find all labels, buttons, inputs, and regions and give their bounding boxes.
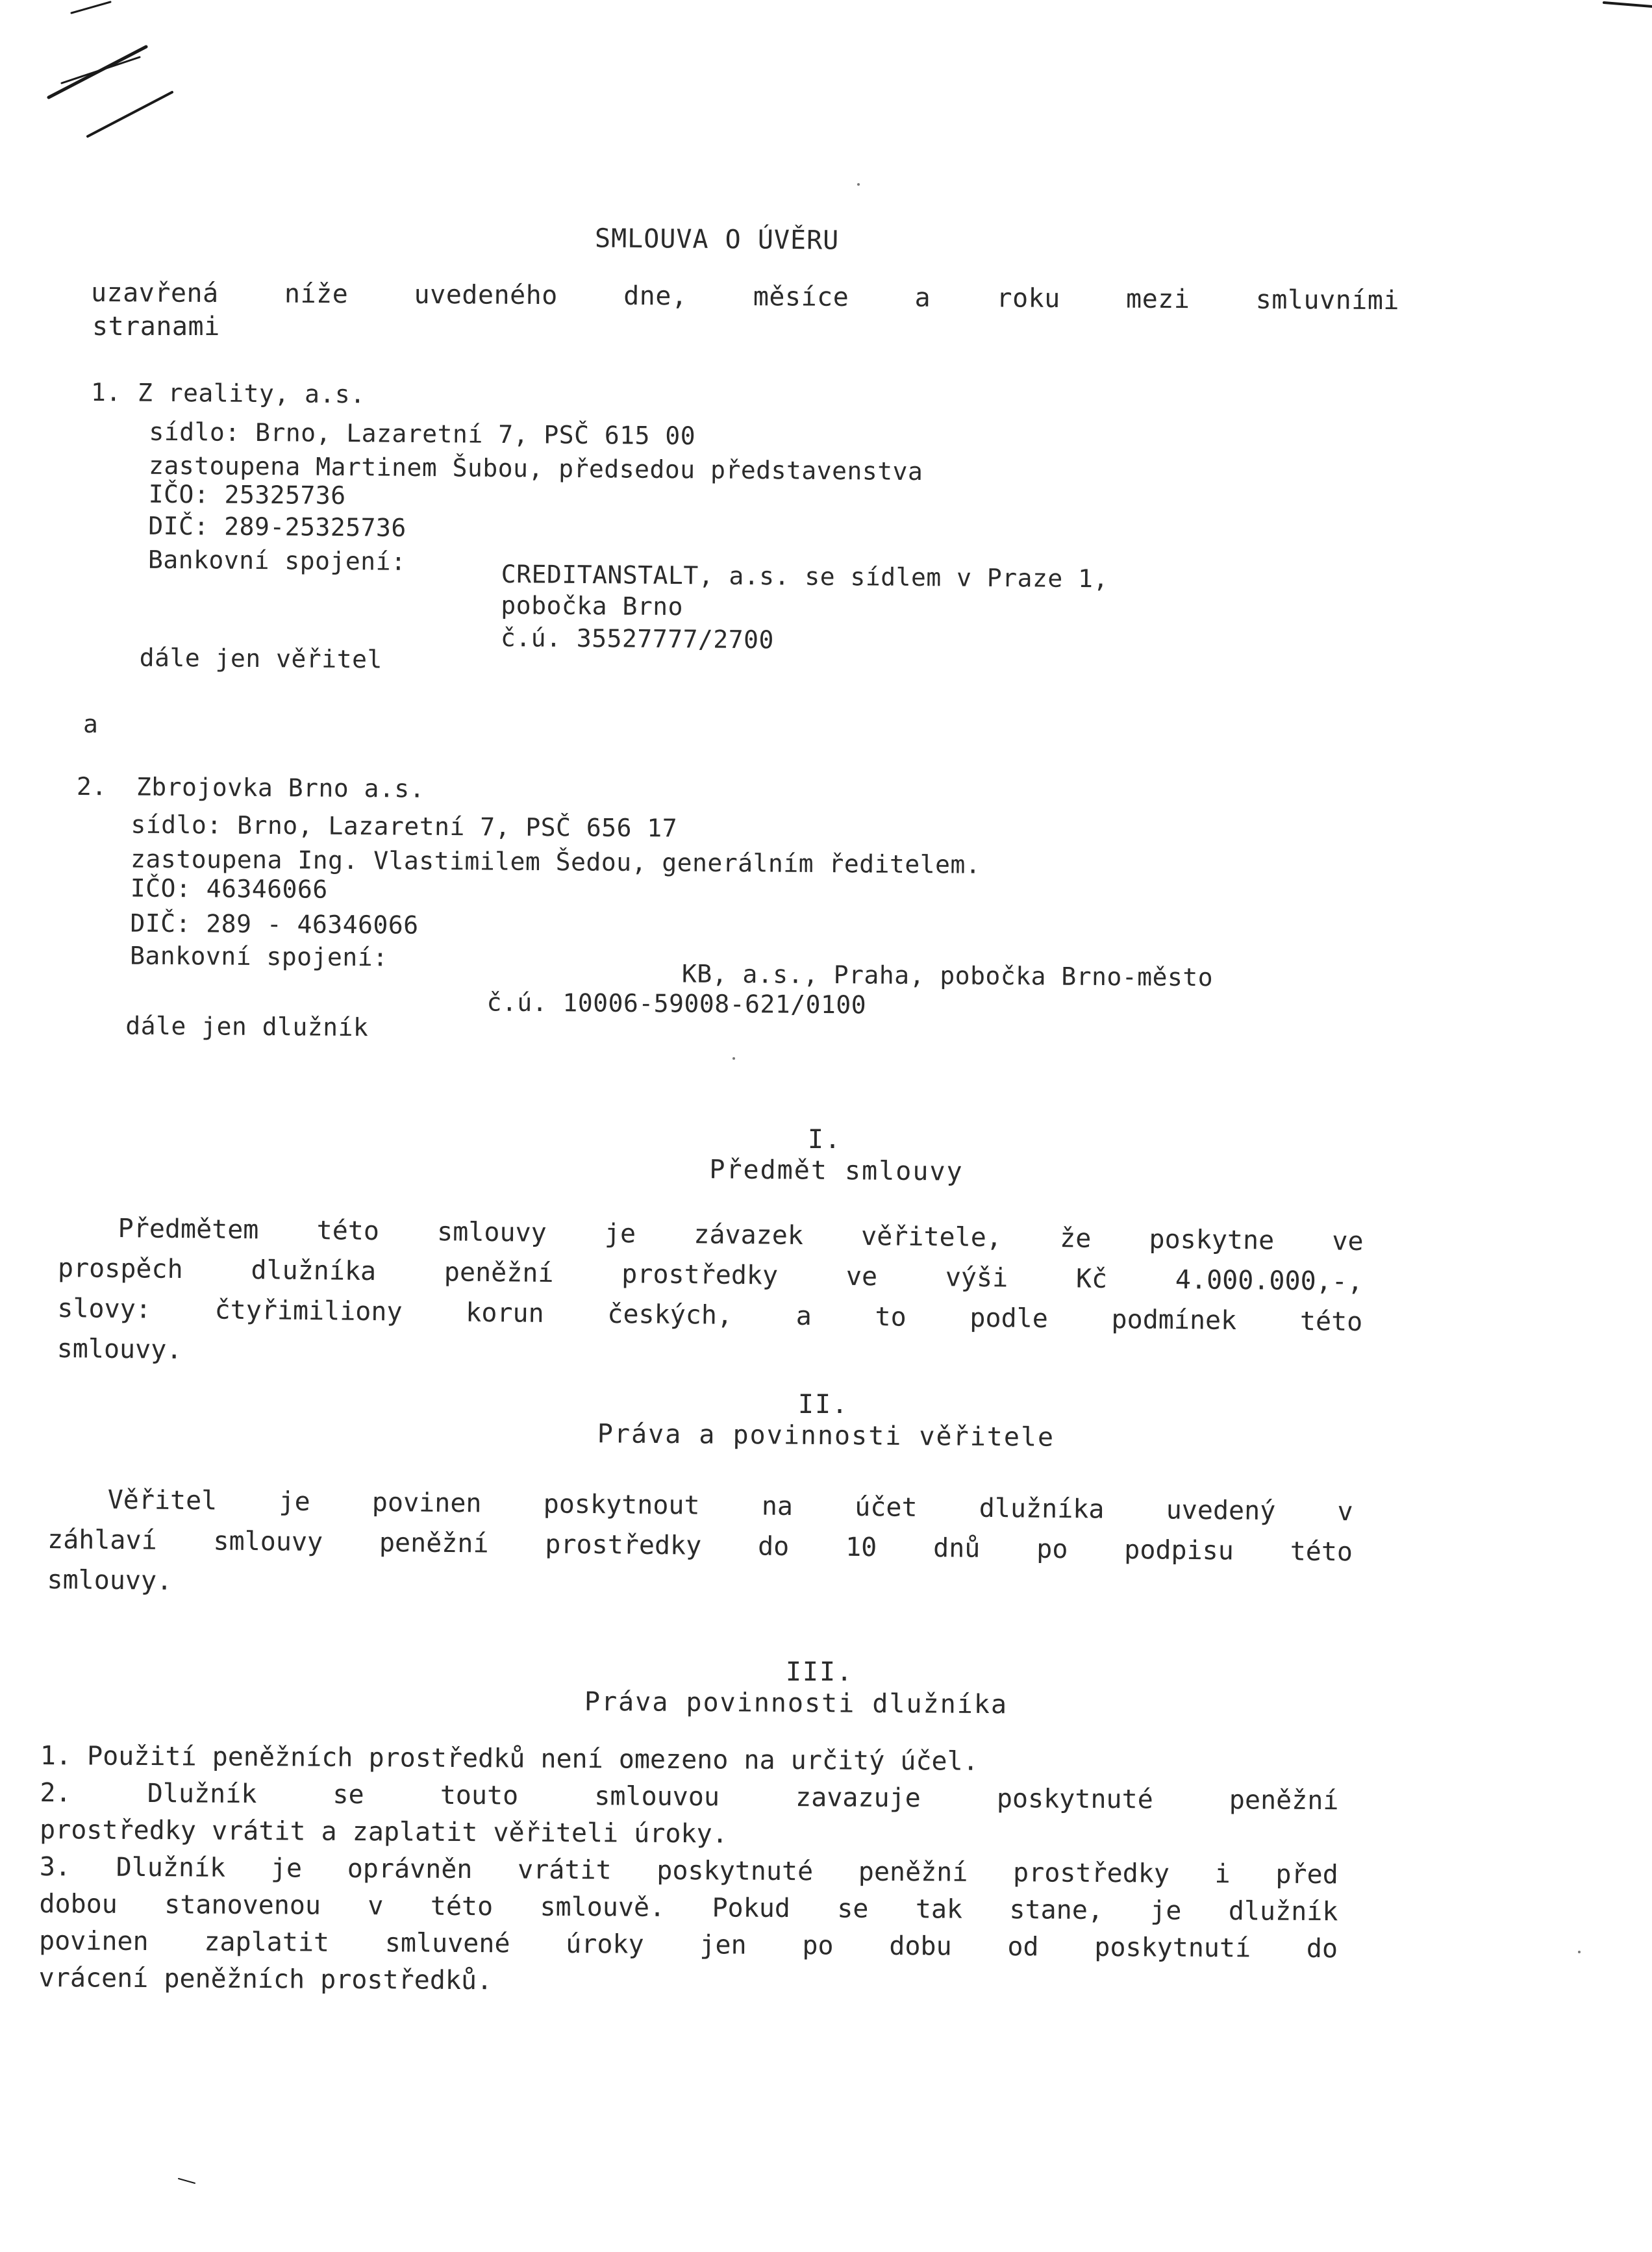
section-heading: Práva povinnosti dlužníka — [584, 1686, 1008, 1720]
body-line: smlouvy. — [47, 1564, 173, 1596]
body-line: 1. Použití peněžních prostředků není omezeno na určitý účel. — [40, 1741, 979, 1777]
party-dic: DIČ: 289 - 46346066 — [130, 908, 419, 940]
body-line: prostředky vrátit a zaplatit věřiteli úroky. — [39, 1814, 728, 1849]
section-body — [47, 1479, 1353, 1612]
body-line: 2. Dlužník se touto smlouvou zavazuje poskytnuté peněžní — [40, 1777, 1339, 1816]
section-body — [56, 1208, 1363, 1382]
party-role: dále jen věřitel — [139, 643, 382, 674]
section-numeral: I. — [807, 1125, 842, 1155]
section-heading: Práva a povinnosti věřitele — [597, 1419, 1055, 1453]
body-line: Věřitel je povinen poskytnout na účet dlužníka uvedený v — [107, 1484, 1353, 1527]
party-number: 2. — [76, 772, 107, 801]
party-account: č.ú. 35527777/2700 — [500, 623, 774, 655]
scan-speck — [1578, 1951, 1581, 1953]
debtor-block — [0, 0, 1652, 1115]
party-representative: zastoupena Ing. Vlastimilem Šedou, generálním ředitelem. — [130, 844, 981, 879]
party-role: dále jen dlužník — [125, 1011, 369, 1042]
body-line: povinen zaplatit smluvené úroky jen po dobu od poskytnutí do — [38, 1925, 1338, 1964]
body-line: dobou stanovenou v této smlouvě. Pokud se tak stane, je dlužník — [39, 1888, 1338, 1927]
body-line: prospěch dlužníka peněžní prostředky ve výši Kč 4.000.000,-, — [57, 1253, 1364, 1297]
pen-stroke — [1604, 3, 1652, 6]
body-line: smlouvy. — [56, 1333, 182, 1366]
party-number: 1. — [90, 378, 121, 407]
pen-stroke — [179, 2179, 195, 2183]
section-heading: Předmět smlouvy — [709, 1155, 964, 1187]
party-bank-label: Bankovní spojení: — [147, 545, 407, 576]
conjunction: a — [83, 710, 99, 738]
party-bank-name: CREDITANSTALT, a.s. se sídlem v Praze 1, — [501, 559, 1109, 594]
party-name: Zbrojovka Brno a.s. — [136, 772, 425, 803]
body-line: 3. Dlužník je oprávněn vrátit poskytnuté peněžní prostředky i před — [39, 1851, 1338, 1890]
body-line: záhlaví smlouvy peněžní prostředky do 10 dnů po podpisu této — [47, 1524, 1353, 1568]
body-line: vrácení peněžních prostředků. — [38, 1962, 493, 1996]
body-line: slovy: čtyřimiliony korun českých, a to podle podmínek této — [57, 1293, 1363, 1338]
party-ico: IČO: 46346066 — [130, 873, 328, 904]
intro-line: stranami — [92, 312, 220, 342]
party-seat: sídlo: Brno, Lazaretní 7, PSČ 656 17 — [131, 810, 678, 843]
party-name: Z reality, a.s. — [137, 378, 366, 409]
party-representative: zastoupena Martinem Šubou, předsedou představenstva — [148, 451, 923, 486]
body-line: Předmětem této smlouvy je závazek věřitele, že poskytne ve — [118, 1213, 1364, 1257]
party-account: č.ú. 10006-59008-621/0100 — [486, 988, 867, 1020]
section-body — [39, 1738, 1339, 2005]
party-ico: IČO: 25325736 — [148, 479, 346, 510]
party-bank-branch: pobočka Brno — [501, 590, 684, 621]
section-numeral: II. — [797, 1390, 849, 1420]
page-title: SMLOUVA O ÚVĚRU — [594, 223, 840, 256]
section-numeral: III. — [785, 1657, 854, 1687]
intro-line: uzavřená níže uvedeného dne, měsíce a roku mezi smluvními — [90, 277, 1400, 316]
party-dic: DIČ: 289-25325736 — [148, 511, 407, 542]
party-bank-name: KB, a.s., Praha, pobočka Brno-město — [681, 959, 1214, 992]
party-seat: sídlo: Brno, Lazaretní 7, PSČ 615 00 — [149, 417, 696, 451]
party-bank-label: Bankovní spojení: — [129, 941, 388, 972]
